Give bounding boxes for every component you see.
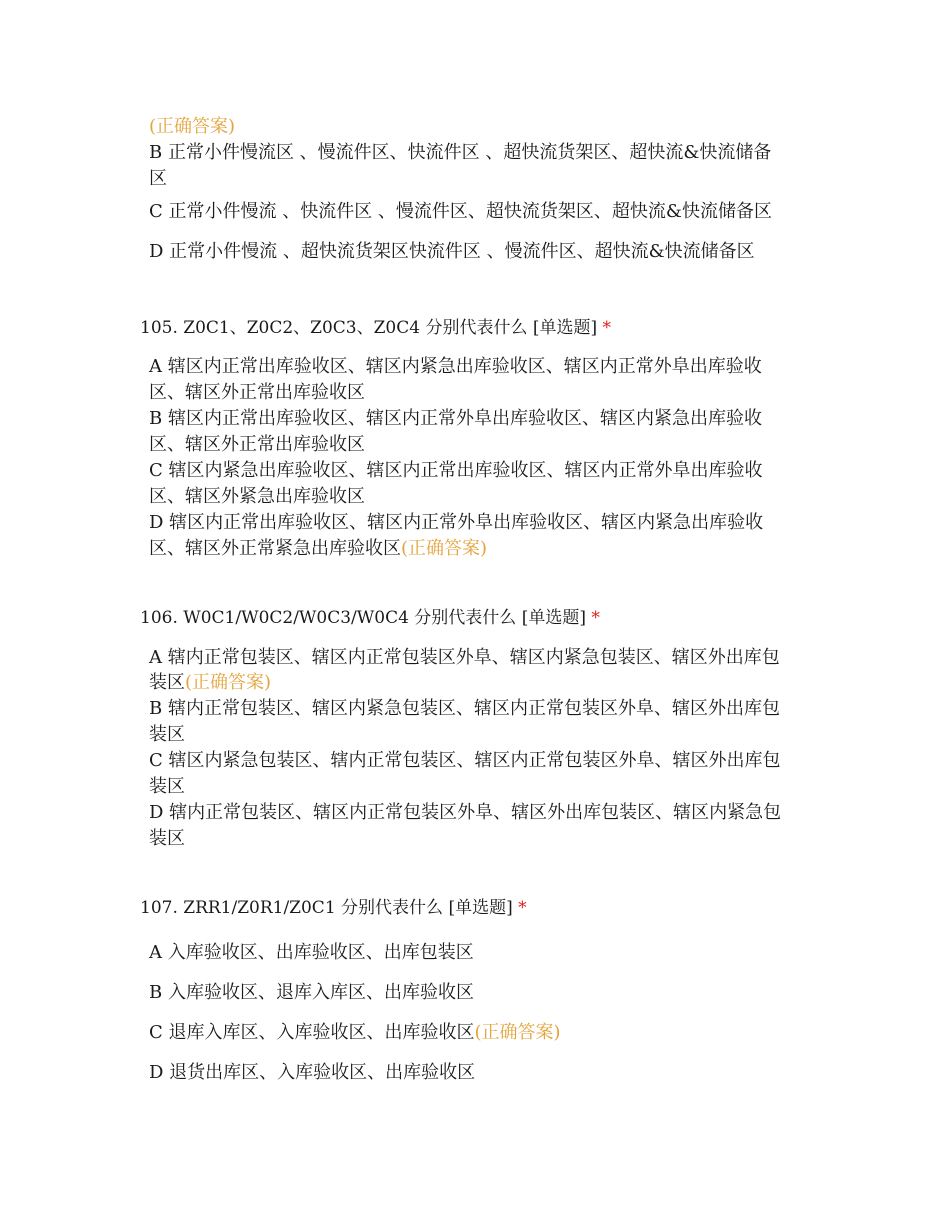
option-c-cont: 区、辖区外紧急出库验收区 (149, 486, 365, 507)
option-c: C 退库入库区、入库验收区、出库验收区(正确答案) (149, 1022, 561, 1043)
option-c: C 辖区内紧急出库验收区、辖区内正常出库验收区、辖区内正常外阜出库验收 (149, 460, 763, 481)
option-b-cont: 区、辖区外正常出库验收区 (149, 434, 365, 455)
option-d-cont: 区、辖区外正常紧急出库验收区(正确答案) (149, 538, 488, 559)
correct-answer-tag: (正确答案) (474, 1022, 561, 1043)
option-a-cont: 区、辖区外正常出库验收区 (149, 382, 365, 403)
option-d: D 辖内正常包装区、辖区内正常包装区外阜、辖区外出库包装区、辖区内紧急包 (149, 802, 782, 823)
option-d: D 退货出库区、入库验收区、出库验收区 (149, 1062, 476, 1083)
option-a-cont: 装区(正确答案) (149, 672, 272, 693)
prev-option-b-cont: 区 (149, 168, 167, 189)
correct-answer-tag: (正确答案) (185, 672, 272, 693)
option-a: A 入库验收区、出库验收区、出库包装区 (149, 942, 474, 963)
correct-answer-tag: (正确答案) (401, 538, 488, 559)
prev-option-a-correct-tag: (正确答案) (149, 116, 236, 137)
required-mark: * (602, 318, 612, 338)
option-a: A 辖内正常包装区、辖区内正常包装区外阜、辖区内紧急包装区、辖区外出库包 (149, 647, 780, 668)
option-c: C 辖区内紧急包装区、辖内正常包装区、辖区内正常包装区外阜、辖区外出库包 (149, 750, 781, 771)
option-b-cont: 装区 (149, 724, 185, 745)
question-title: 107. ZRR1/Z0R1/Z0C1 分别代表什么 [单选题] * (140, 898, 527, 918)
option-d: D 辖区内正常出库验收区、辖区内正常外阜出库验收区、辖区内紧急出库验收 (149, 512, 764, 533)
required-mark: * (591, 608, 600, 628)
option-b: B 辖区内正常出库验收区、辖区内正常外阜出库验收区、辖区内紧急出库验收 (149, 408, 762, 429)
required-mark: * (518, 898, 527, 918)
question-title: 106. W0C1/W0C2/W0C3/W0C4 分别代表什么 [单选题] * (140, 608, 600, 628)
option-b: B 辖内正常包装区、辖区内紧急包装区、辖区内正常包装区外阜、辖区外出库包 (149, 698, 780, 719)
option-d-cont: 装区 (149, 828, 185, 849)
option-c-cont: 装区 (149, 776, 185, 797)
prev-option-d: D 正常小件慢流 、超快流货架区快流件区 、慢流件区、超快流&快流储备区 (149, 241, 755, 262)
question-title: 105. Z0C1、Z0C2、Z0C3、Z0C4 分别代表什么 [单选题] * (140, 318, 612, 338)
prev-option-b: B 正常小件慢流区 、慢流件区、快流件区 、超快流货架区、超快流&快流储备 (149, 142, 772, 163)
option-a: A 辖区内正常出库验收区、辖区内紧急出库验收区、辖区内正常外阜出库验收 (149, 356, 762, 377)
prev-option-c: C 正常小件慢流 、快流件区 、慢流件区、超快流货架区、超快流&快流储备区 (149, 201, 772, 222)
option-b: B 入库验收区、退库入库区、出库验收区 (149, 982, 474, 1003)
